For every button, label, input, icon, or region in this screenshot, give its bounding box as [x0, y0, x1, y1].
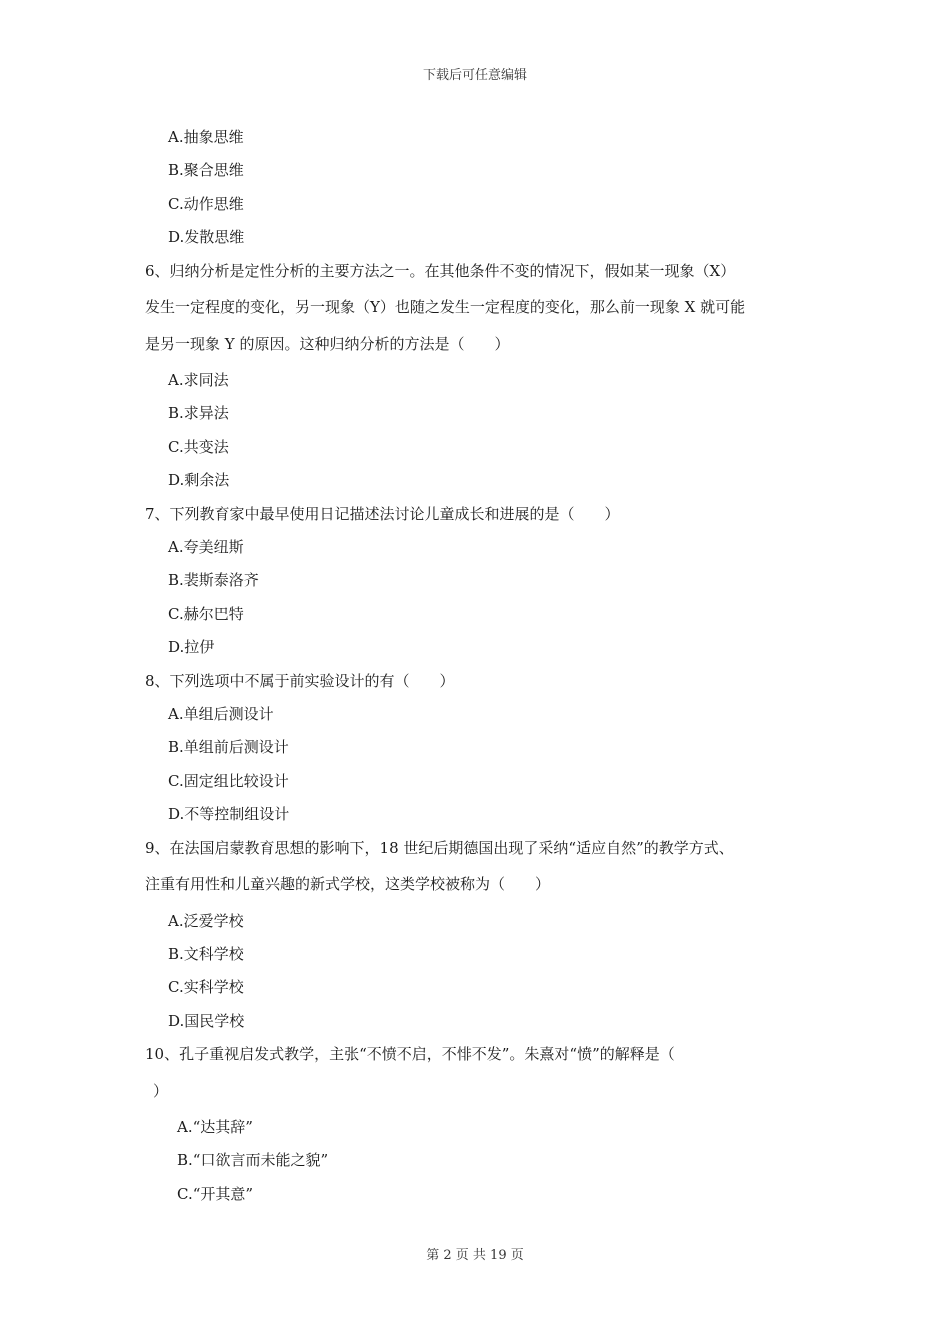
option-q6-a: A.求同法	[168, 371, 229, 390]
option-q6-c: C.共变法	[168, 437, 229, 456]
option-q10-b: B.“口欲言而未能之貌”	[177, 1151, 329, 1170]
option-q9-c: C.实科学校	[168, 978, 244, 997]
option-q6-b: B.求异法	[168, 404, 229, 423]
option-q7-d: D.拉伊	[168, 638, 215, 657]
option-q6-d: D.剩余法	[168, 471, 230, 490]
option-q8-a: A.单组后测设计	[168, 704, 274, 723]
question-6-stem-line-2: 发生一定程度的变化，另一现象（Y）也随之发生一定程度的变化，那么前一现象 X 就可能	[145, 298, 746, 317]
option-q10-c: C.“开其意”	[177, 1184, 254, 1203]
option-q8-b: B.单组前后测设计	[168, 738, 289, 757]
question-6-stem-line-1: 6、归纳分析是定性分析的主要方法之一。在其他条件不变的情况下，假如某一现象（X）	[145, 261, 736, 280]
option-q9-a: A.泛爱学校	[168, 911, 244, 930]
question-6-stem-line-3: 是另一现象 Y 的原因。这种归纳分析的方法是（ ）	[145, 334, 510, 353]
option-q5-a: A.抽象思维	[168, 128, 244, 146]
option-q5-b: B.聚合思维	[168, 161, 244, 180]
question-10-stem-line-1: 10、孔子重视启发式教学，主张“不愤不启，不悱不发”。朱熹对“愤”的解释是（	[145, 1045, 675, 1064]
page-footer: 第 2 页 共 19 页	[426, 1248, 524, 1263]
question-9-stem-line-2: 注重有用性和儿童兴趣的新式学校，这类学校被称为（ ）	[145, 875, 551, 894]
option-q10-a: A.“达其辞”	[177, 1118, 253, 1137]
option-q7-a: A.夸美纽斯	[168, 538, 244, 557]
option-q5-d: D.发散思维	[168, 228, 245, 247]
option-q9-b: B.文科学校	[168, 944, 244, 963]
option-q7-c: C.赫尔巴特	[168, 604, 244, 623]
option-q8-c: C.固定组比较设计	[168, 771, 289, 790]
document-body	[145, 124, 815, 1214]
option-q7-b: B.裴斯泰洛齐	[168, 571, 259, 590]
option-q5-c: C.动作思维	[168, 194, 244, 213]
question-8-stem: 8、下列选项中不属于前实验设计的有（ ）	[145, 671, 455, 690]
page-header: 下载后可任意编辑	[422, 68, 527, 83]
question-10-stem-line-2: ）	[153, 1081, 169, 1100]
question-7-stem: 7、下列教育家中最早使用日记描述法讨论儿童成长和进展的是（ ）	[145, 504, 620, 523]
question-9-stem-line-1: 9、在法国启蒙教育思想的影响下，18 世纪后期德国出现了采纳“适应自然”的教学方式、	[145, 838, 734, 857]
option-q8-d: D.不等控制组设计	[168, 805, 290, 824]
option-q9-d: D.国民学校	[168, 1011, 245, 1030]
